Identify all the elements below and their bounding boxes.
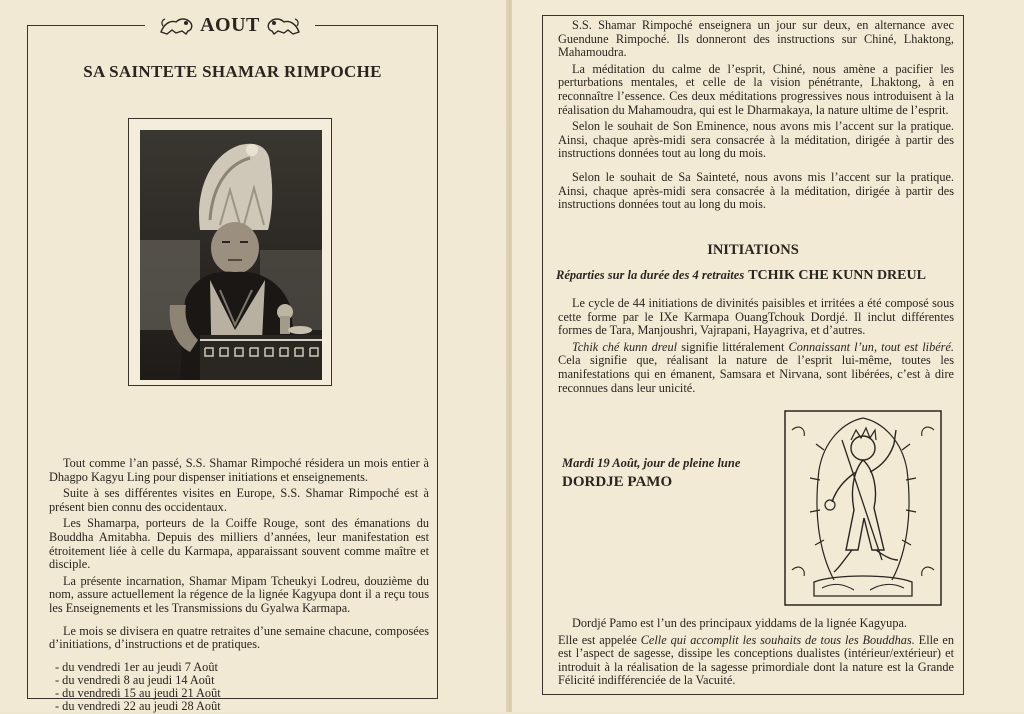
list-item: - du vendredi 22 au jeudi 28 Août bbox=[55, 699, 221, 714]
meaning-italic: Connaissant l’un, tout est libéré. bbox=[788, 339, 954, 354]
initiations-heading: INITIATIONS bbox=[707, 242, 799, 258]
paragraph: Tout comme l’an passé, S.S. Shamar Rimpoché résidera un mois entier à Dhagpo Kagyu Ling pour dispenser initiations et enseignements. bbox=[49, 456, 429, 484]
teachings-text bbox=[558, 19, 954, 215]
deity-name: DORDJE PAMO bbox=[562, 474, 673, 490]
meaning-intro: Tchik ché kunn dreul bbox=[572, 339, 678, 354]
event-date: Mardi 19 Août, jour de pleine lune bbox=[562, 456, 741, 470]
meaning-mid: signifie littéralement bbox=[677, 339, 789, 354]
month-title: AOUT bbox=[200, 13, 260, 36]
paragraph: La présente incarnation, Shamar Mipam Tcheukyi Lodreu, douzième du nom, assure actuellement la régence de la lignée Kagyupa dont il a reçu tous les Enseignements et les Transmissions du Gyalwa Karmapa. bbox=[49, 573, 429, 615]
initiations-subtitle bbox=[556, 266, 966, 284]
paragraph bbox=[558, 634, 954, 688]
dordje-pamo-illustration bbox=[784, 410, 942, 606]
portrait-photo bbox=[140, 130, 322, 380]
snow-lion-left-icon bbox=[158, 14, 196, 36]
dordje-p2-italic: Celle qui accomplit les souhaits de tous les Bouddhas. bbox=[640, 632, 915, 647]
paragraph: Selon le souhait de Son Eminence, nous avons mis l’accent sur la pratique. Ainsi, chaque après-midi sera consacrée à la méditation, dirigée à partir des instructions données tout au long du mois. bbox=[558, 119, 954, 161]
paragraph: La méditation du calme de l’esprit, Chiné, nous amène a pacifier les perturbations mentales, et celle de la vision pénétrante, Lhaktong, à en reconnaître l’essence. Ces deux méditations progressives nous introduisent à la réalisation du Mahamoudra, qui est le Dharmakaya, la nature ultime de l’esprit. bbox=[558, 61, 954, 117]
dordje-pamo-text bbox=[558, 617, 954, 691]
retreat-dates-list bbox=[49, 661, 429, 714]
dordje-p2-end: Elle en est l’aspect de sagesse, dissipe les conceptions dualistes (intérieur/extérieur) et introduit à la réalisation de la sagesse primordiale dont la nature est la Grande Félicité indifférenciée de la Vacuité. bbox=[558, 632, 954, 688]
list-item: - du vendredi 1er au jeudi 7 Août bbox=[55, 659, 218, 674]
meaning-rest: Cela signifie que, réalisant la nature de l’esprit lui-même, toutes les manifestations qui en émanent, Samsara et Nirvana, sont libérées, c’est à dire reconnues dans leur unicité. bbox=[558, 353, 954, 395]
retreats-intro: Le mois se divisera en quatre retraites d’une semaine chacune, composées d’initiations, d’instructions et de pratiques. bbox=[49, 623, 429, 652]
snow-lion-right-icon bbox=[264, 14, 302, 36]
right-page bbox=[512, 0, 1024, 712]
paragraph: Suite à ses différentes visites en Europe, S.S. Shamar Rimpoché est à présent bien connu des occidentaux. bbox=[49, 486, 429, 514]
paragraph: Le cycle de 44 initiations de divinités paisibles et irritées a été composé sous cette forme par le IXe Karmapa OuangTchouk Dordjé. Il inclut différentes formes de Tara, Manjoushri, Vajrapani, Hayagriva, et d’autres. bbox=[558, 296, 954, 338]
dordje-p2-start: Elle est appelée bbox=[558, 632, 641, 647]
intro-text bbox=[49, 457, 429, 714]
initiations-text bbox=[558, 297, 954, 398]
subtitle-italic: Réparties sur la durée des 4 retraites bbox=[556, 268, 745, 282]
list-item: - du vendredi 8 au jeudi 14 Août bbox=[55, 672, 215, 687]
portrait-frame bbox=[128, 118, 332, 386]
month-banner bbox=[145, 10, 315, 40]
list-item: - du vendredi 15 au jeudi 21 Août bbox=[55, 686, 221, 701]
paragraph: Les Shamarpa, porteurs de la Coiffe Rouge, sont des émanations du Bouddha Amitabha. Depuis des milliers d’années, leur manifestation est étroitement liée à celle du Karmapa, apparaissant souvent comme maître et disciple. bbox=[49, 516, 429, 572]
left-page bbox=[0, 0, 508, 712]
paragraph: Selon le souhait de Sa Sainteté, nous avons mis l’accent sur la pratique. Ainsi, chaque après-midi sera consacrée à la méditation, dirigée à partir des instructions données tout au long du mois. bbox=[558, 169, 954, 212]
paragraph bbox=[558, 341, 954, 395]
paragraph: Dordjé Pamo est l’un des principaux yiddams de la lignée Kagyupa. bbox=[572, 616, 908, 630]
subtitle-bold: TCHIK CHE KUNN DREUL bbox=[748, 268, 926, 283]
paragraph: S.S. Shamar Rimpoché enseignera un jour sur deux, en alternance avec Guendune Rimpoché. Ils donneront des instructions sur Chiné, Lhaktong, Mahamoudra. bbox=[558, 18, 954, 60]
page-title: SA SAINTETE SHAMAR RIMPOCHE bbox=[83, 62, 382, 81]
